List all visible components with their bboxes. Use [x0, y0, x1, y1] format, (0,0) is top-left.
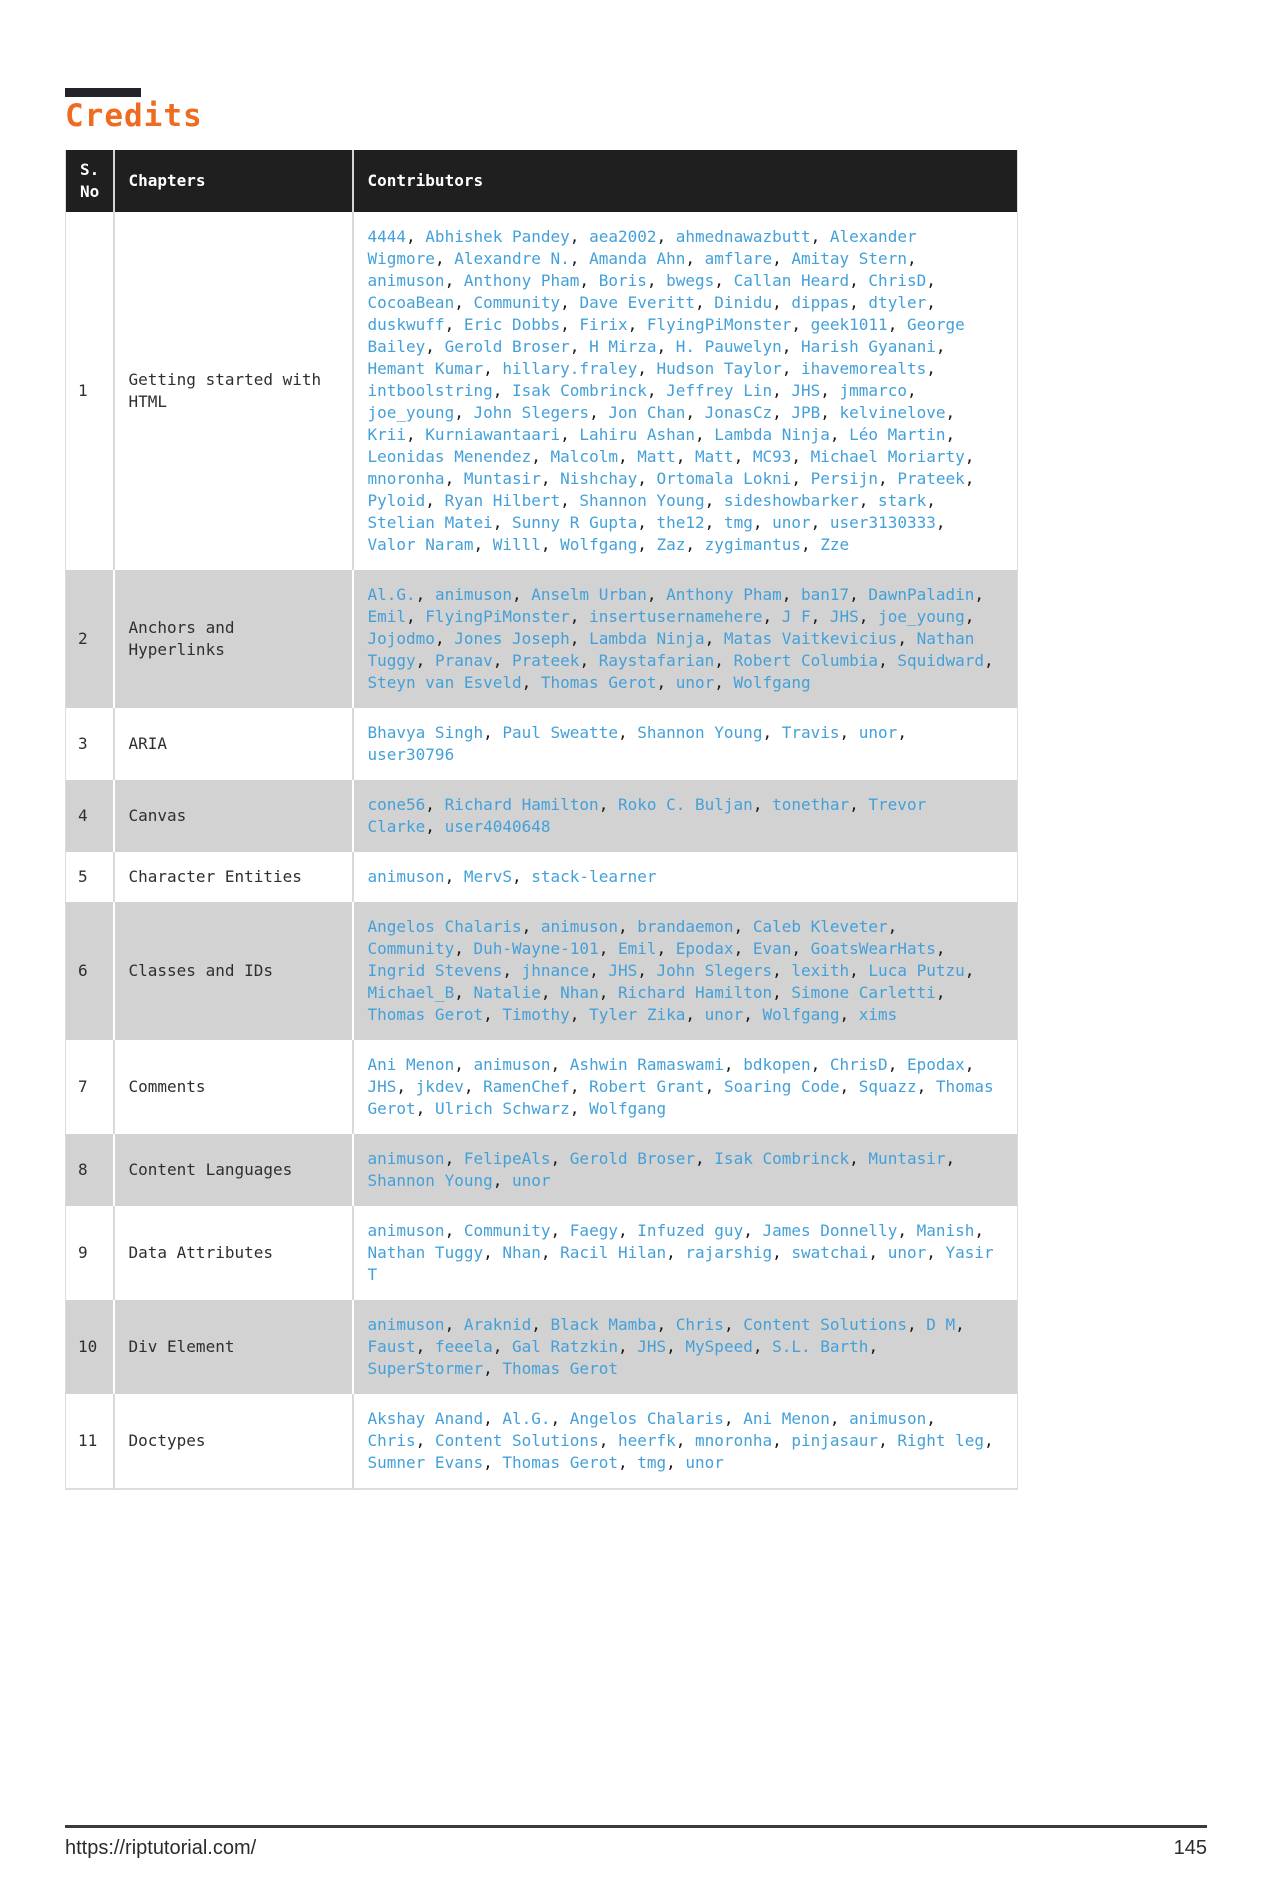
- table-row: [66, 852, 1018, 902]
- contributor-link[interactable]: tonethar: [772, 795, 850, 815]
- contributor-link[interactable]: Richard Hamilton: [617, 983, 773, 1003]
- table-row: [66, 780, 1018, 852]
- contributor-link[interactable]: Caleb Kleveter: [752, 917, 888, 937]
- contributor-link[interactable]: Al.G.: [502, 1409, 551, 1429]
- contributor-link[interactable]: Prateek: [512, 651, 580, 671]
- header-contributors: Contributors: [353, 150, 1018, 212]
- contributor-link[interactable]: tmg: [723, 513, 753, 533]
- table-row: [66, 1394, 1018, 1489]
- contributor-link[interactable]: Ulrich Schwarz: [434, 1099, 570, 1119]
- contributor-link[interactable]: user3130333: [829, 513, 936, 533]
- row-contributors: Akshay Anand, Al.G., Angelos Chalaris, Ani Menon, animuson, Chris, Content Solutions, heerfk, mnoronha, pinjasaur, Right leg, Sumner Evans, Thomas Gerot, tmg, unor: [353, 1394, 1018, 1489]
- contributor-link[interactable]: Tyler Zika: [589, 1005, 686, 1025]
- row-chapter-name: Div Element: [114, 1300, 353, 1394]
- contributor-link[interactable]: mnoronha: [367, 469, 445, 489]
- contributor-link[interactable]: Isak Combrinck: [512, 381, 647, 401]
- contributor-link[interactable]: Krii: [367, 425, 407, 445]
- contributor-link[interactable]: jmmarco: [839, 381, 907, 401]
- contributor-link[interactable]: Araknid: [463, 1315, 532, 1335]
- contributor-link[interactable]: dtyler: [868, 293, 927, 313]
- table-row: [66, 708, 1018, 780]
- contributor-link[interactable]: ChrisD: [829, 1055, 888, 1075]
- contributor-link[interactable]: Persijn: [810, 469, 879, 489]
- contributor-link[interactable]: Lahiru Ashan: [579, 425, 696, 445]
- contributor-link[interactable]: ihavemorealts: [800, 359, 927, 379]
- contributor-link[interactable]: Anthony Pham: [666, 585, 782, 605]
- contributor-link[interactable]: Jones Joseph: [454, 629, 570, 649]
- contributor-link[interactable]: Matt: [695, 447, 734, 467]
- contributor-link[interactable]: Luca Putzu: [868, 961, 965, 981]
- row-chapter-name: Data Attributes: [114, 1206, 353, 1300]
- contributor-link[interactable]: MC93: [752, 447, 792, 467]
- contributor-link[interactable]: duskwuff: [367, 315, 445, 335]
- row-serial-number: 2: [78, 629, 88, 649]
- contributor-link[interactable]: Nhan: [502, 1243, 541, 1263]
- contributor-link[interactable]: Shannon Young: [367, 1171, 493, 1191]
- contributor-link[interactable]: ahmednawazbutt: [675, 227, 811, 247]
- contributor-link[interactable]: Community: [473, 293, 561, 313]
- contributor-link[interactable]: Raystafarian: [598, 651, 715, 671]
- row-chapter-name: Classes and IDs: [114, 902, 353, 1040]
- contributor-link[interactable]: jhnance: [521, 961, 590, 981]
- row-contributors: cone56, Richard Hamilton, Roko C. Buljan, tonethar, Trevor Clarke, user4040648: [353, 780, 1018, 852]
- contributor-link[interactable]: animuson: [367, 1149, 445, 1169]
- contributor-link[interactable]: mnoronha: [695, 1431, 773, 1451]
- contributor-link[interactable]: Angelos Chalaris: [367, 917, 522, 937]
- contributor-link[interactable]: Thomas Gerot: [502, 1359, 618, 1379]
- contributor-link[interactable]: Shannon Young: [637, 723, 763, 743]
- row-serial-number: 3: [78, 734, 88, 754]
- contributor-link[interactable]: Angelos Chalaris: [569, 1409, 724, 1429]
- contributor-link[interactable]: James Donnelly: [762, 1221, 898, 1241]
- row-serial-number: 11: [78, 1431, 98, 1451]
- contributor-link[interactable]: brandaemon: [637, 917, 734, 937]
- table-row: [66, 212, 1018, 570]
- contributor-link[interactable]: Amanda Ahn: [589, 249, 686, 269]
- contributor-link[interactable]: J F: [781, 607, 811, 627]
- row-contributors: animuson, Community, Faegy, Infuzed guy, James Donnelly, Manish, Nathan Tuggy, Nhan, Racil Hilan, rajarshig, swatchai, unor, Yasir T: [353, 1206, 1018, 1300]
- row-chapter-name: Content Languages: [114, 1134, 353, 1206]
- contributor-link[interactable]: unor: [704, 1005, 744, 1025]
- contributor-link[interactable]: CocoaBean: [367, 293, 455, 313]
- contributor-link[interactable]: geek1011: [810, 315, 888, 335]
- contributor-link[interactable]: 4444: [367, 227, 407, 247]
- header-sno: S. No: [66, 150, 114, 212]
- row-chapter-name: Doctypes: [114, 1394, 353, 1489]
- contributor-link[interactable]: Richard Hamilton: [444, 795, 599, 815]
- contributor-link[interactable]: the12: [656, 513, 705, 533]
- contributor-link[interactable]: SuperStormer: [367, 1359, 484, 1379]
- contributor-link[interactable]: tmg: [637, 1453, 667, 1473]
- contributor-link[interactable]: Emil: [367, 607, 407, 627]
- contributor-link[interactable]: Racil Hilan: [560, 1243, 667, 1263]
- contributor-link[interactable]: Isak Combrinck: [714, 1149, 850, 1169]
- contributor-link[interactable]: Content Solutions: [743, 1315, 907, 1335]
- contributor-link[interactable]: Michael Moriarty: [810, 447, 965, 467]
- row-contributors: Angelos Chalaris, animuson, brandaemon, Caleb Kleveter, Community, Duh-Wayne-101, Emil, Epodax, Evan, GoatsWearHats, Ingrid Stevens, jhnance, JHS, John Slegers, lexith, Luca Putzu, Michael_B, Natalie, Nhan, Richard Hamilton, Simone Carletti, Thomas Gerot, Timothy, Tyler Zika, unor, Wolfgang, xims: [353, 902, 1018, 1040]
- contributor-link[interactable]: Thomas Gerot: [367, 1005, 484, 1025]
- contributor-link[interactable]: Stelian Matei: [367, 513, 493, 533]
- row-contributors: Al.G., animuson, Anselm Urban, Anthony Pham, ban17, DawnPaladin, Emil, FlyingPiMonster, insertusernamehere, J F, JHS, joe_young, Jojodmo, Jones Joseph, Lambda Ninja, Matas Vaitkevicius, Nathan Tuggy, Pranav, Prateek, Raystafarian, Robert Columbia, Squidward, Steyn van Esveld, Thomas Gerot, unor, Wolfgang: [353, 570, 1018, 708]
- contributor-link[interactable]: Lambda Ninja: [714, 425, 830, 445]
- table-body: [66, 212, 1018, 1489]
- contributor-link[interactable]: Gerold Broser: [569, 1149, 696, 1169]
- contributor-link[interactable]: Amitay Stern: [791, 249, 907, 269]
- header-chapters: Chapters: [114, 150, 353, 212]
- contributor-link[interactable]: Hudson Taylor: [656, 359, 782, 379]
- table-header-row: [66, 150, 1018, 212]
- contributor-link[interactable]: stack-learner: [531, 867, 657, 887]
- contributor-link[interactable]: feeela: [434, 1337, 493, 1357]
- contributor-link[interactable]: Jeffrey Lin: [666, 381, 773, 401]
- contributor-link[interactable]: animuson: [367, 867, 445, 887]
- contributor-link[interactable]: JPB: [791, 403, 821, 423]
- contributor-link[interactable]: Wolfgang: [560, 535, 638, 555]
- contributor-link[interactable]: amflare: [704, 249, 773, 269]
- contributor-link[interactable]: cone56: [367, 795, 426, 815]
- contributor-link[interactable]: unor: [685, 1453, 724, 1473]
- contributor-link[interactable]: animuson: [473, 1055, 551, 1075]
- table-row: [66, 902, 1018, 1040]
- table-row: [66, 1206, 1018, 1300]
- table-row: [66, 570, 1018, 708]
- row-contributors: 4444, Abhishek Pandey, aea2002, ahmednawazbutt, Alexander Wigmore, Alexandre N., Amanda Ahn, amflare, Amitay Stern, animuson, Anthony Pham, Boris, bwegs, Callan Heard, ChrisD, CocoaBean, Community, Dave Everitt, Dinidu, dippas, dtyler, duskwuff, Eric Dobbs, Firix, FlyingPiMonster, geek1011, George Bailey, Gerold Broser, H Mirza, H. Pauwelyn, Harish Gyanani, Hemant Kumar, hillary.fraley, Hudson Taylor, ihavemorealts, intboolstring, Isak Combrinck, Jeffrey Lin, JHS, jmmarco, joe_young, John Slegers, Jon Chan, JonasCz, JPB, kelvinelove, Krii, Kurniawantaari, Lahiru Ashan, Lambda Ninja, Léo Martin, Leonidas Menendez, Malcolm, Matt, Matt, MC93, Michael Moriarty, mnoronha, Muntasir, Nishchay, Ortomala Lokni, Persijn, Prateek, Pyloid, Ryan Hilbert, Shannon Young, sideshowbarker, stark, Stelian Matei, Sunny R Gupta, the12, tmg, unor, user3130333, Valor Naram, Willl, Wolfgang, Zaz, zygimantus, Zze: [353, 212, 1018, 570]
- row-serial-number: 7: [78, 1077, 88, 1097]
- contributor-link[interactable]: Paul Sweatte: [502, 723, 618, 743]
- contributor-link[interactable]: Squidward: [897, 651, 985, 671]
- page-footer: [65, 1825, 1207, 1860]
- contributor-link[interactable]: Manish: [916, 1221, 975, 1241]
- row-serial-number: 9: [78, 1243, 88, 1263]
- contributor-link[interactable]: Zze: [820, 535, 850, 555]
- contributor-link[interactable]: user30796: [367, 745, 455, 765]
- contributor-link[interactable]: xims: [858, 1005, 898, 1025]
- contributor-link[interactable]: aea2002: [589, 227, 657, 247]
- contributor-link[interactable]: user4040648: [444, 817, 551, 837]
- row-contributors: animuson, FelipeAls, Gerold Broser, Isak Combrinck, Muntasir, Shannon Young, unor: [353, 1134, 1018, 1206]
- contributor-link[interactable]: DawnPaladin: [868, 585, 975, 605]
- contributor-link[interactable]: hillary.fraley: [502, 359, 638, 379]
- row-serial-number: 4: [78, 806, 88, 826]
- footer-url[interactable]: https://riptutorial.com/: [65, 1837, 257, 1859]
- contributor-link[interactable]: Faust: [367, 1337, 416, 1357]
- contributor-link[interactable]: Anthony Pham: [463, 271, 580, 291]
- footer-divider: [65, 1825, 1207, 1828]
- contributor-link[interactable]: stark: [878, 491, 927, 511]
- row-chapter-name: ARIA: [114, 708, 353, 780]
- contributor-link[interactable]: John Slegers: [473, 403, 590, 423]
- row-serial-number: 8: [78, 1160, 88, 1180]
- contributor-link[interactable]: Gal Ratzkin: [512, 1337, 618, 1357]
- contributor-link[interactable]: lexith: [791, 961, 850, 981]
- row-chapter-name: Canvas: [114, 780, 353, 852]
- contributor-link[interactable]: Community: [463, 1221, 551, 1241]
- contributor-link[interactable]: Ani Menon: [367, 1055, 455, 1075]
- contributor-link[interactable]: Zaz: [656, 535, 686, 555]
- contributor-link[interactable]: Matas Vaitkevicius: [723, 629, 898, 649]
- contributor-link[interactable]: unor: [772, 513, 811, 533]
- contributor-link[interactable]: Nathan Tuggy: [367, 629, 975, 671]
- contributor-link[interactable]: Duh-Wayne-101: [473, 939, 599, 959]
- contributor-link[interactable]: H. Pauwelyn: [675, 337, 782, 357]
- contributor-link[interactable]: JHS: [637, 1337, 667, 1357]
- contributor-link[interactable]: Chris: [367, 1431, 416, 1451]
- contributor-link[interactable]: MySpeed: [685, 1337, 753, 1357]
- contributor-link[interactable]: Firix: [579, 315, 628, 335]
- contributor-link[interactable]: Jojodmo: [367, 629, 435, 649]
- page-title: Credits: [65, 98, 203, 134]
- contributor-link[interactable]: Ingrid Stevens: [367, 961, 503, 981]
- contributor-link[interactable]: Thomas Gerot: [367, 1077, 994, 1119]
- contributor-link[interactable]: ChrisD: [868, 271, 927, 291]
- contributor-link[interactable]: kelvinelove: [839, 403, 946, 423]
- contributor-link[interactable]: D M: [926, 1315, 956, 1335]
- contributor-link[interactable]: pinjasaur: [791, 1431, 879, 1451]
- contributor-link[interactable]: Al.G.: [367, 585, 416, 605]
- contributor-link[interactable]: Soaring Code: [723, 1077, 840, 1097]
- contributor-link[interactable]: Faegy: [569, 1221, 618, 1241]
- contributor-link[interactable]: Trevor Clarke: [367, 795, 927, 837]
- row-serial-number: 5: [78, 867, 88, 887]
- contributor-link[interactable]: Simone Carletti: [791, 983, 936, 1003]
- contributor-link[interactable]: Kurniawantaari: [425, 425, 561, 445]
- contributor-link[interactable]: Lambda Ninja: [589, 629, 705, 649]
- contributor-link[interactable]: Ryan Hilbert: [444, 491, 561, 511]
- contributor-link[interactable]: Pyloid: [367, 491, 426, 511]
- contributor-link[interactable]: Bhavya Singh: [367, 723, 484, 743]
- contributor-link[interactable]: JonasCz: [704, 403, 773, 423]
- contributor-link[interactable]: Alexander Wigmore: [367, 227, 917, 269]
- contributor-link[interactable]: Prateek: [897, 469, 965, 489]
- contributor-link[interactable]: Callan Heard: [733, 271, 850, 291]
- contributor-link[interactable]: JHS: [608, 961, 638, 981]
- contributor-link[interactable]: Malcolm: [550, 447, 618, 467]
- contributor-link[interactable]: Robert Grant: [589, 1077, 705, 1097]
- contributor-link[interactable]: unor: [887, 1243, 927, 1263]
- contributor-link[interactable]: Alexandre N.: [454, 249, 570, 269]
- contributor-link[interactable]: S.L. Barth: [772, 1337, 869, 1357]
- contributor-link[interactable]: Squazz: [858, 1077, 917, 1097]
- contributor-link[interactable]: joe_young: [878, 607, 965, 627]
- contributor-link[interactable]: Evan: [752, 939, 792, 959]
- contributor-link[interactable]: swatchai: [791, 1243, 869, 1263]
- contributor-link[interactable]: Ani Menon: [743, 1409, 830, 1429]
- contributor-link[interactable]: Shannon Young: [579, 491, 705, 511]
- contributor-link[interactable]: Sunny R Gupta: [512, 513, 638, 533]
- contributor-link[interactable]: Ortomala Lokni: [656, 469, 792, 489]
- contributor-link[interactable]: Steyn van Esveld: [367, 673, 522, 693]
- contributor-link[interactable]: dippas: [791, 293, 850, 313]
- contributor-link[interactable]: Epodax: [906, 1055, 965, 1075]
- row-serial-number: 1: [78, 381, 88, 401]
- contributor-link[interactable]: zygimantus: [704, 535, 801, 555]
- table-row: [66, 1040, 1018, 1134]
- title-accent-bar: [65, 88, 141, 97]
- contributor-link[interactable]: Infuzed guy: [637, 1221, 744, 1241]
- contributor-link[interactable]: Epodax: [675, 939, 734, 959]
- contributor-link[interactable]: JHS: [791, 381, 821, 401]
- contributor-link[interactable]: MervS: [463, 867, 512, 887]
- table-row: [66, 1300, 1018, 1394]
- contributor-link[interactable]: FlyingPiMonster: [425, 607, 570, 627]
- contributor-link[interactable]: Emil: [617, 939, 657, 959]
- title-block: [65, 88, 1272, 133]
- contributor-link[interactable]: Yasir T: [367, 1243, 994, 1285]
- contributor-link[interactable]: Timothy: [502, 1005, 570, 1025]
- contributor-link[interactable]: Roko C. Buljan: [617, 795, 753, 815]
- contributor-link[interactable]: Boris: [598, 271, 647, 291]
- contributor-link[interactable]: Wolfgang: [589, 1099, 667, 1119]
- contributor-link[interactable]: Akshay Anand: [367, 1409, 484, 1429]
- row-contributors: animuson, Araknid, Black Mamba, Chris, Content Solutions, D M, Faust, feeela, Gal Ratzkin, JHS, MySpeed, S.L. Barth, SuperStormer, Thomas Gerot: [353, 1300, 1018, 1394]
- contributor-link[interactable]: Willl: [492, 535, 541, 555]
- contributor-link[interactable]: animuson: [367, 271, 445, 291]
- credits-table: [65, 150, 1018, 1490]
- contributor-link[interactable]: jkdev: [415, 1077, 464, 1097]
- contributor-link[interactable]: Chris: [675, 1315, 724, 1335]
- contributor-link[interactable]: Jon Chan: [608, 403, 686, 423]
- contributor-link[interactable]: JHS: [829, 607, 859, 627]
- contributor-link[interactable]: Travis: [781, 723, 840, 743]
- contributor-link[interactable]: Matt: [637, 447, 676, 467]
- contributor-link[interactable]: Wolfgang: [762, 1005, 840, 1025]
- contributor-link[interactable]: Dinidu: [714, 293, 773, 313]
- row-serial-number: 10: [78, 1337, 98, 1357]
- contributor-link[interactable]: GoatsWearHats: [810, 939, 936, 959]
- contributor-link[interactable]: sideshowbarker: [723, 491, 859, 511]
- contributor-link[interactable]: ban17: [800, 585, 850, 605]
- contributor-link[interactable]: unor: [675, 673, 715, 693]
- contributor-link[interactable]: Community: [367, 939, 455, 959]
- contributor-link[interactable]: unor: [858, 723, 898, 743]
- contributor-link[interactable]: Dave Everitt: [579, 293, 696, 313]
- contributor-link[interactable]: Thomas Gerot: [502, 1453, 618, 1473]
- contributor-link[interactable]: Wolfgang: [733, 673, 811, 693]
- contributor-link[interactable]: FelipeAls: [463, 1149, 551, 1169]
- row-chapter-name: Comments: [114, 1040, 353, 1134]
- contributor-link[interactable]: Nishchay: [560, 469, 638, 489]
- row-chapter-name: Anchors and Hyperlinks: [114, 570, 353, 708]
- contributor-link[interactable]: Valor Naram: [367, 535, 474, 555]
- contributor-link[interactable]: Hemant Kumar: [367, 359, 484, 379]
- row-contributors: Ani Menon, animuson, Ashwin Ramaswami, bdkopen, ChrisD, Epodax, JHS, jkdev, RamenChef, Robert Grant, Soaring Code, Squazz, Thomas Gerot, Ulrich Schwarz, Wolfgang: [353, 1040, 1018, 1134]
- contributor-link[interactable]: heerfk: [617, 1431, 676, 1451]
- row-chapter-name: Character Entities: [114, 852, 353, 902]
- contributor-link[interactable]: Black Mamba: [550, 1315, 657, 1335]
- contributor-link[interactable]: animuson: [849, 1409, 927, 1429]
- contributor-link[interactable]: animuson: [434, 585, 512, 605]
- contributor-link[interactable]: Right leg: [897, 1431, 985, 1451]
- contributor-link[interactable]: Natalie: [473, 983, 541, 1003]
- footer-page-number: 145: [1173, 1837, 1207, 1859]
- contributor-link[interactable]: Anselm Urban: [531, 585, 647, 605]
- contributor-link[interactable]: Leonidas Menendez: [367, 447, 532, 467]
- contributor-link[interactable]: Eric Dobbs: [463, 315, 561, 335]
- contributor-link[interactable]: animuson: [540, 917, 618, 937]
- contributor-link[interactable]: John Slegers: [656, 961, 773, 981]
- contributor-link[interactable]: RamenChef: [483, 1077, 570, 1097]
- contributor-link[interactable]: Muntasir: [463, 469, 541, 489]
- contributor-link[interactable]: bwegs: [666, 271, 715, 291]
- contributor-link[interactable]: rajarshig: [685, 1243, 773, 1263]
- contributor-link[interactable]: Robert Columbia: [733, 651, 879, 671]
- contributor-link[interactable]: Nhan: [560, 983, 599, 1003]
- contributor-link[interactable]: joe_young: [367, 403, 455, 423]
- contributor-link[interactable]: unor: [512, 1171, 551, 1191]
- contributor-link[interactable]: animuson: [367, 1221, 445, 1241]
- contributor-link[interactable]: JHS: [367, 1077, 397, 1097]
- contributor-link[interactable]: Sumner Evans: [367, 1453, 484, 1473]
- contributor-link[interactable]: Nathan Tuggy: [367, 1243, 484, 1263]
- contributor-link[interactable]: Content Solutions: [434, 1431, 599, 1451]
- table-row: [66, 1134, 1018, 1206]
- row-contributors: Bhavya Singh, Paul Sweatte, Shannon Young, Travis, unor, user30796: [353, 708, 1018, 780]
- contributor-link[interactable]: Thomas Gerot: [540, 673, 657, 693]
- contributor-link[interactable]: intboolstring: [367, 381, 493, 401]
- contributor-link[interactable]: Abhishek Pandey: [425, 227, 570, 247]
- row-serial-number: 6: [78, 961, 88, 981]
- contributor-link[interactable]: bdkopen: [743, 1055, 811, 1075]
- contributor-link[interactable]: Harish Gyanani: [801, 337, 936, 357]
- contributor-link[interactable]: George Bailey: [367, 315, 965, 357]
- contributor-link[interactable]: Ashwin Ramaswami: [569, 1055, 724, 1075]
- contributor-link[interactable]: H Mirza: [589, 337, 657, 357]
- contributor-link[interactable]: FlyingPiMonster: [646, 315, 792, 335]
- contributor-link[interactable]: Léo Martin: [849, 425, 946, 445]
- contributor-link[interactable]: insertusernamehere: [589, 607, 763, 627]
- row-contributors: animuson, MervS, stack-learner: [353, 852, 1018, 902]
- contributor-link[interactable]: Muntasir: [868, 1149, 946, 1169]
- contributor-link[interactable]: Pranav: [434, 651, 493, 671]
- contributor-link[interactable]: Michael_B: [367, 983, 455, 1003]
- contributor-link[interactable]: Gerold Broser: [444, 337, 570, 357]
- contributor-link[interactable]: animuson: [367, 1315, 445, 1335]
- row-chapter-name: Getting started with HTML: [114, 212, 353, 570]
